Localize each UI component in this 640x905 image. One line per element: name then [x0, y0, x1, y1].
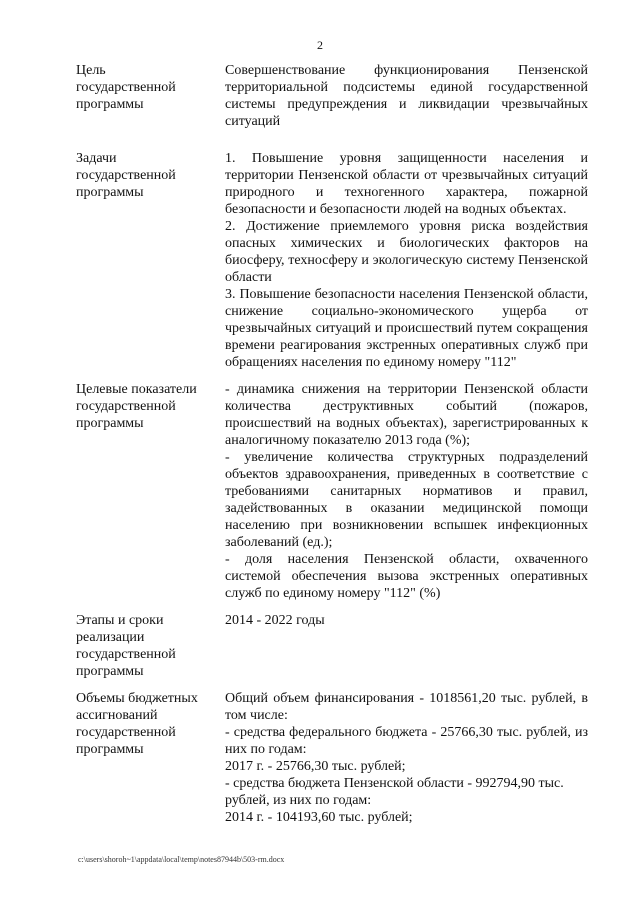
- row-label: [76, 150, 222, 201]
- label-line: программы: [76, 416, 144, 431]
- row-stages: [76, 612, 588, 680]
- paragraph: 2. Достижение приемлемого уровня риска воздействия опасных химических и биологических факторов на биосферу, техносферу и экологическую систему Пензенской области: [225, 219, 588, 285]
- row-content: [225, 612, 588, 629]
- label-line: Цель: [76, 63, 106, 78]
- paragraph: 2014 - 2022 годы: [225, 613, 325, 628]
- row-tasks: [76, 150, 588, 371]
- row-label: [76, 62, 222, 113]
- row-content: [225, 690, 588, 826]
- label-line: ассигнований: [76, 708, 158, 723]
- row-label: [76, 381, 222, 432]
- label-line: Целевые показатели: [76, 382, 197, 397]
- paragraph: Совершенствование функционирования Пензенской территориальной подсистемы единой государственной системы предупреждения и ликвидации чрезвычайных ситуаций: [225, 63, 588, 129]
- label-line: программы: [76, 664, 144, 679]
- row-content: [225, 381, 588, 602]
- page-number: 2: [317, 38, 323, 52]
- label-line: реализации: [76, 630, 145, 645]
- paragraph: Общий объем финансирования - 1018561,20 тыс. рублей, в том числе:: [225, 691, 588, 723]
- label-line: Задачи: [76, 151, 117, 166]
- row-budget: [76, 690, 588, 826]
- row-label: [76, 690, 222, 758]
- row-goal: [76, 62, 588, 130]
- label-line: программы: [76, 742, 144, 757]
- paragraph: - средства федерального бюджета - 25766,30 тыс. рублей, из них по годам:: [225, 725, 588, 757]
- label-line: государственной: [76, 168, 176, 183]
- row-content: [225, 150, 588, 371]
- label-line: Объемы бюджетных: [76, 691, 198, 706]
- label-line: Этапы и сроки: [76, 613, 164, 628]
- passport-table: [76, 62, 588, 829]
- label-line: государственной: [76, 399, 176, 414]
- row-content: [225, 62, 588, 130]
- label-line: программы: [76, 185, 144, 200]
- label-line: программы: [76, 97, 144, 112]
- row-indicators: [76, 381, 588, 602]
- paragraph: - увеличение количества структурных подразделений объектов здравоохранения, приведенных в соответствие с требованиями санитарных нормативов и правил, задействованных в оказании медицинской помощи населению при возникновении вспышек инфекционных заболеваний (ед.);: [225, 450, 588, 550]
- row-label: [76, 612, 222, 680]
- label-line: государственной: [76, 725, 176, 740]
- label-line: государственной: [76, 647, 176, 662]
- paragraph: - средства бюджета Пензенской области - 992794,90 тыс. рублей, из них по годам:: [225, 776, 564, 808]
- file-path-footer: c:\users\shoroh~1\appdata\local\temp\notes87944b\503-rm.docx: [78, 855, 285, 864]
- paragraph: 2017 г. - 25766,30 тыс. рублей;: [225, 759, 406, 774]
- paragraph: - динамика снижения на территории Пензенской области количества деструктивных событий (пожаров, происшествий на водных объектах), зарегистрированных к аналогичному показателю 2013 года (%);: [225, 382, 588, 448]
- paragraph: 1. Повышение уровня защищенности населения и территории Пензенской области от чрезвычайных ситуаций природного и техногенного характера, пожарной безопасности и безопасности людей на водных объектах.: [225, 151, 588, 217]
- paragraph: 2014 г. - 104193,60 тыс. рублей;: [225, 810, 413, 825]
- paragraph: 3. Повышение безопасности населения Пензенской области, снижение социально-экономического ущерба от чрезвычайных ситуаций и происшествий путем сокращения времени реагирования экстренных оперативных служб при обращениях населения по единому номеру "112": [225, 287, 588, 370]
- paragraph: - доля населения Пензенской области, охваченного системой обеспечения вызова экстренных оперативных служб по единому номеру "112" (%): [225, 552, 588, 601]
- label-line: государственной: [76, 80, 176, 95]
